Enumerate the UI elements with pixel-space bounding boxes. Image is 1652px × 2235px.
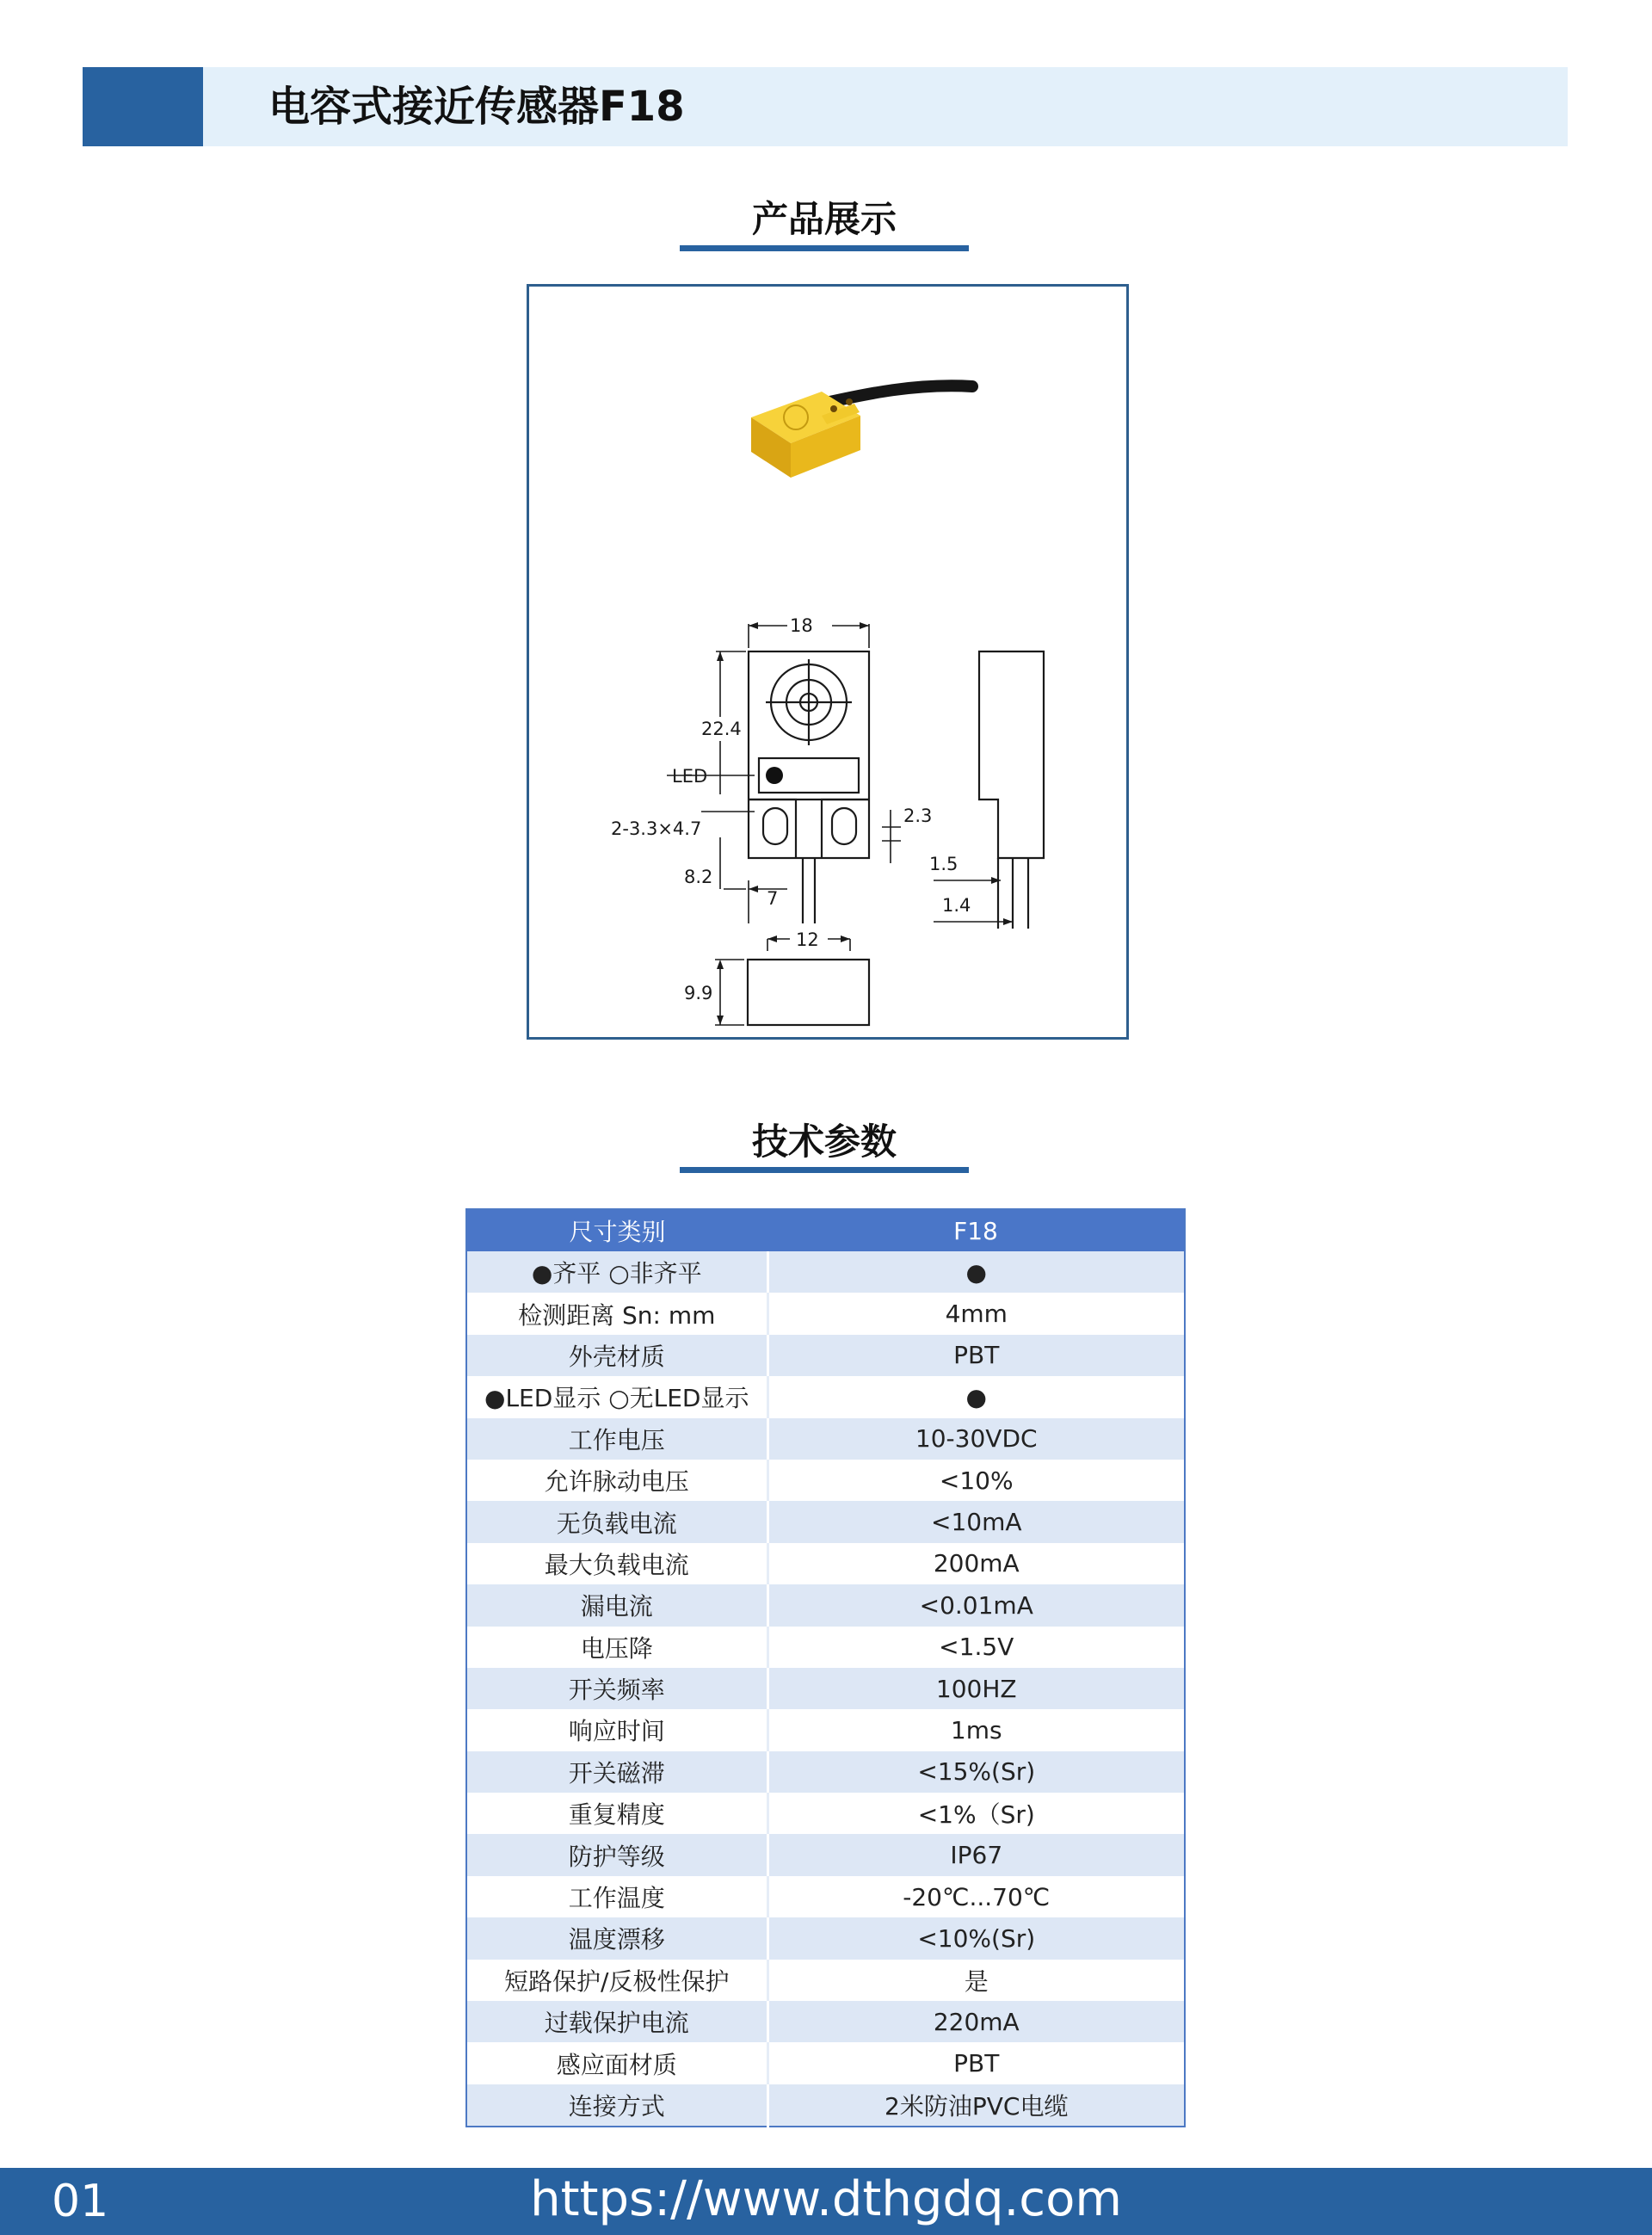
table-header-row bbox=[466, 1209, 1185, 1251]
param-value: 100HZ bbox=[767, 1668, 1185, 1709]
table-row bbox=[466, 1627, 1185, 1668]
table-row bbox=[466, 1376, 1185, 1417]
param-name: 允许脉动电压 bbox=[466, 1460, 767, 1501]
dim-label-8-2: 8.2 bbox=[684, 867, 713, 887]
side-view-drawing bbox=[979, 651, 1044, 929]
dim-label-22-4: 22.4 bbox=[701, 719, 742, 739]
dim-label-9-9: 9.9 bbox=[684, 983, 713, 1003]
led-dot bbox=[766, 767, 783, 784]
param-value: <10%(Sr) bbox=[767, 1917, 1185, 1959]
table-header-cell: F18 bbox=[767, 1209, 1185, 1251]
table-row bbox=[466, 2001, 1185, 2042]
table-row bbox=[466, 2084, 1185, 2127]
param-name: ●齐平 ○非齐平 bbox=[466, 1251, 767, 1293]
param-value: 10-30VDC bbox=[767, 1418, 1185, 1460]
section-title-specs: 技术参数 bbox=[751, 1121, 897, 1163]
table-row bbox=[466, 1917, 1185, 1959]
holes-label: 2-3.3×4.7 bbox=[611, 818, 702, 839]
dim-label-2-3: 2.3 bbox=[903, 806, 933, 826]
param-name: ●LED显示 ○无LED显示 bbox=[466, 1376, 767, 1417]
table-row bbox=[466, 1709, 1185, 1750]
param-value: <1.5V bbox=[767, 1627, 1185, 1668]
param-value: ● bbox=[767, 1376, 1185, 1417]
table-row bbox=[466, 2042, 1185, 2084]
table-row bbox=[466, 1876, 1185, 1917]
section-title-product: 产品展示 bbox=[751, 198, 897, 240]
section-underline-product bbox=[680, 245, 969, 251]
param-name: 防护等级 bbox=[466, 1834, 767, 1875]
table-row bbox=[466, 1793, 1185, 1834]
dim-label-7: 7 bbox=[767, 888, 779, 909]
dim-label-1-4: 1.4 bbox=[942, 895, 971, 916]
param-value: 是 bbox=[767, 1960, 1185, 2001]
param-value: ● bbox=[767, 1251, 1185, 1293]
param-name: 短路保护/反极性保护 bbox=[466, 1960, 767, 2001]
param-value: 4mm bbox=[767, 1293, 1185, 1334]
param-value: 2米防油PVC电缆 bbox=[767, 2084, 1185, 2127]
table-row bbox=[466, 1335, 1185, 1376]
dim-label-18: 18 bbox=[790, 615, 813, 636]
led-label: LED bbox=[672, 766, 708, 787]
param-value: -20℃...70℃ bbox=[767, 1876, 1185, 1917]
table-row bbox=[466, 1960, 1185, 2001]
section-underline-specs bbox=[680, 1167, 969, 1173]
table-row bbox=[466, 1834, 1185, 1875]
param-value: <10mA bbox=[767, 1501, 1185, 1542]
param-name: 无负载电流 bbox=[466, 1501, 767, 1542]
param-value: <10% bbox=[767, 1460, 1185, 1501]
param-name: 检测距离 Sn: mm bbox=[466, 1293, 767, 1334]
param-name: 外壳材质 bbox=[466, 1335, 767, 1376]
param-value: IP67 bbox=[767, 1834, 1185, 1875]
param-value: 220mA bbox=[767, 2001, 1185, 2042]
param-name: 开关频率 bbox=[466, 1668, 767, 1709]
website-link[interactable]: https://www.dthgdq.com bbox=[530, 2171, 1122, 2227]
page-title: 电容式接近传感器F18 bbox=[268, 83, 685, 131]
page-number: 01 bbox=[52, 2176, 109, 2227]
dim-label-12: 12 bbox=[796, 929, 819, 950]
param-name: 重复精度 bbox=[466, 1793, 767, 1834]
param-name: 漏电流 bbox=[466, 1584, 767, 1626]
param-name: 响应时间 bbox=[466, 1709, 767, 1750]
param-value: PBT bbox=[767, 1335, 1185, 1376]
param-value: <1%（Sr) bbox=[767, 1793, 1185, 1834]
param-name: 连接方式 bbox=[466, 2084, 767, 2127]
table-row bbox=[466, 1751, 1185, 1793]
table-row bbox=[466, 1584, 1185, 1626]
param-value: <0.01mA bbox=[767, 1584, 1185, 1626]
param-value: 1ms bbox=[767, 1709, 1185, 1750]
param-value: PBT bbox=[767, 2042, 1185, 2084]
dim-label-1-5: 1.5 bbox=[929, 854, 959, 874]
table-row bbox=[466, 1543, 1185, 1584]
table-row bbox=[466, 1418, 1185, 1460]
table-row bbox=[466, 1293, 1185, 1334]
table-header-cell: 尺寸类别 bbox=[466, 1209, 767, 1251]
table-row bbox=[466, 1501, 1185, 1542]
product-illustration bbox=[529, 287, 1126, 1037]
front-view-drawing bbox=[748, 651, 869, 1025]
param-name: 最大负载电流 bbox=[466, 1543, 767, 1584]
param-name: 电压降 bbox=[466, 1627, 767, 1668]
param-name: 开关磁滞 bbox=[466, 1751, 767, 1793]
table-row bbox=[466, 1668, 1185, 1709]
param-value: <15%(Sr) bbox=[767, 1751, 1185, 1793]
product-image-box bbox=[527, 284, 1129, 1040]
table-row bbox=[466, 1251, 1185, 1293]
header-accent-block bbox=[83, 67, 203, 146]
sensor-photo bbox=[751, 386, 972, 478]
param-name: 过载保护电流 bbox=[466, 2001, 767, 2042]
param-name: 工作温度 bbox=[466, 1876, 767, 1917]
param-name: 感应面材质 bbox=[466, 2042, 767, 2084]
param-name: 工作电压 bbox=[466, 1418, 767, 1460]
spec-table bbox=[465, 1208, 1186, 2127]
table-row bbox=[466, 1460, 1185, 1501]
param-name: 温度漂移 bbox=[466, 1917, 767, 1959]
param-value: 200mA bbox=[767, 1543, 1185, 1584]
